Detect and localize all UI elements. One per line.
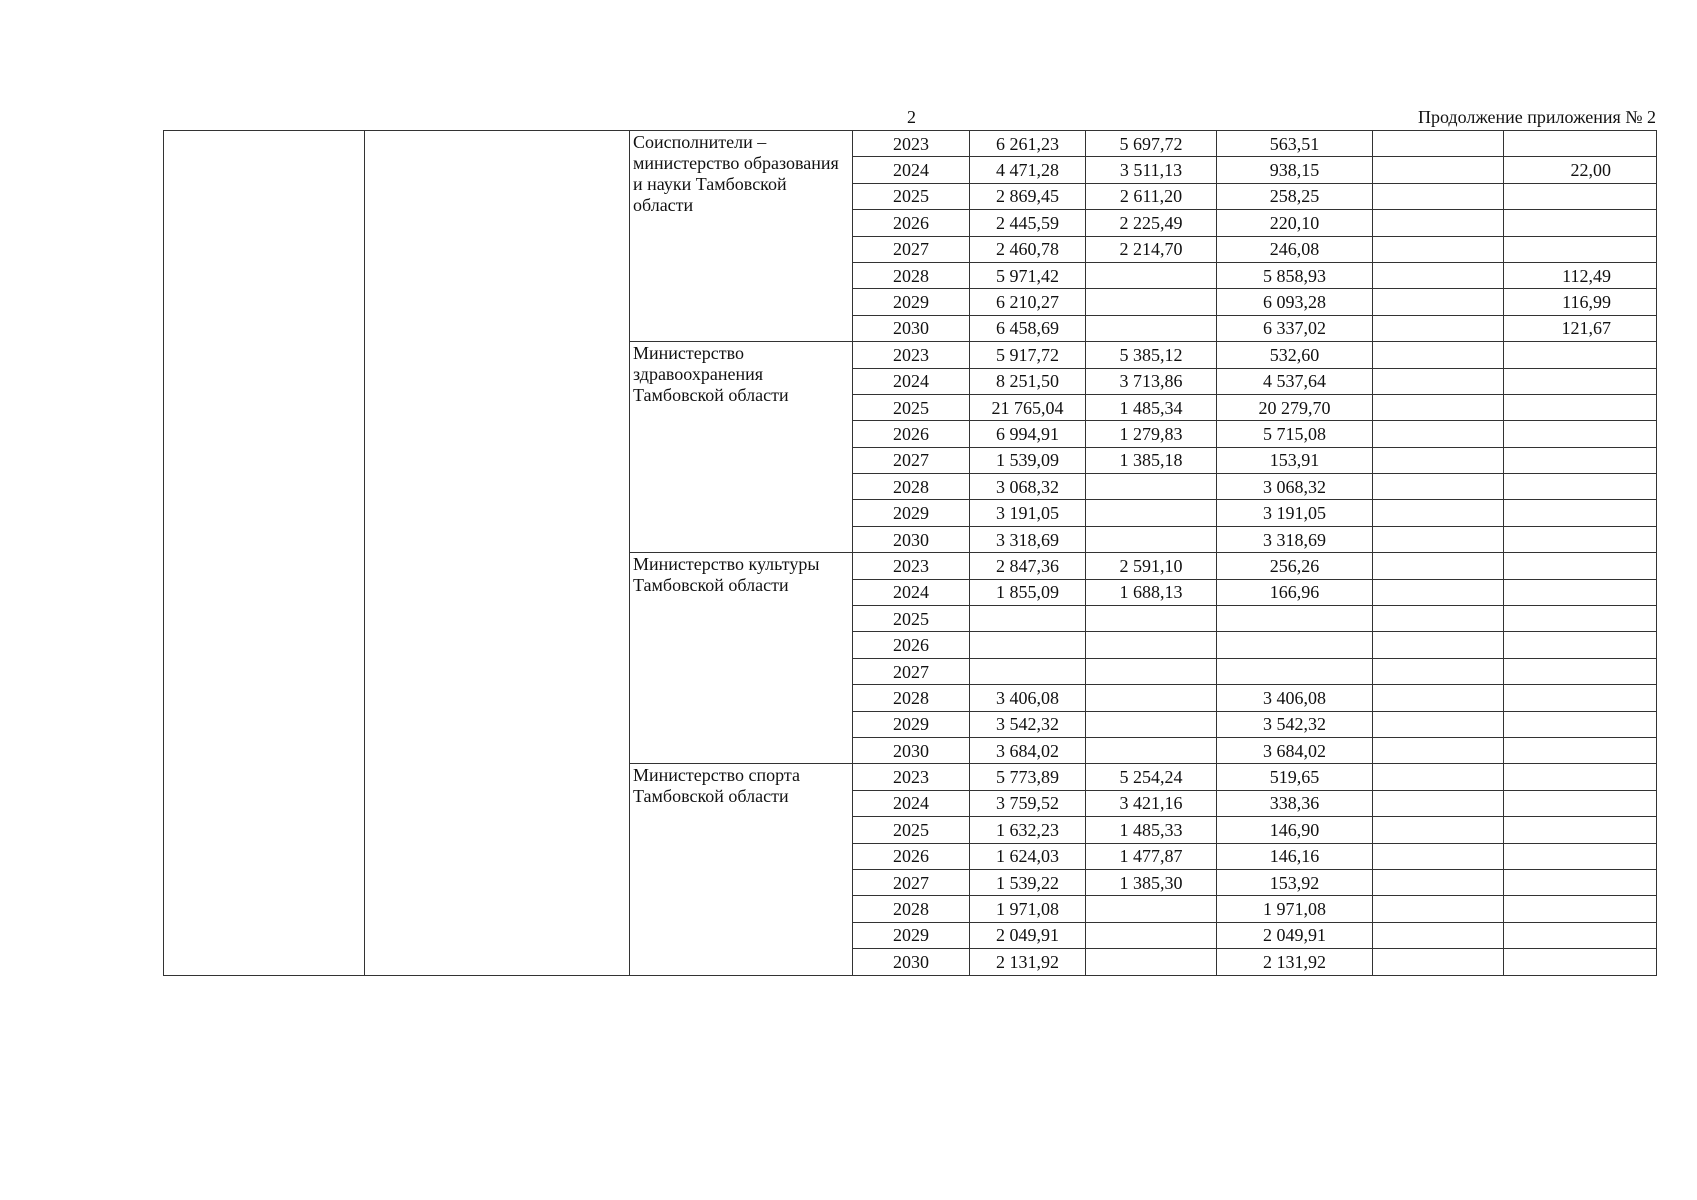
budget-table [163, 130, 1657, 976]
total-cell: 1 971,08 [970, 896, 1086, 922]
year-cell: 2030 [853, 315, 970, 341]
total-cell: 3 406,08 [970, 685, 1086, 711]
federal-cell [1086, 685, 1217, 711]
regional-cell: 3 068,32 [1217, 474, 1373, 500]
year-cell: 2024 [853, 790, 970, 816]
total-cell: 3 068,32 [970, 474, 1086, 500]
total-cell: 8 251,50 [970, 368, 1086, 394]
regional-cell: 146,90 [1217, 817, 1373, 843]
extra-cell [1373, 896, 1504, 922]
blank-col-1 [164, 131, 365, 976]
year-cell: 2024 [853, 579, 970, 605]
total-cell: 2 869,45 [970, 183, 1086, 209]
federal-cell [1086, 606, 1217, 632]
other-cell [1504, 896, 1657, 922]
total-cell: 1 855,09 [970, 579, 1086, 605]
other-cell [1504, 711, 1657, 737]
extra-cell [1373, 236, 1504, 262]
year-cell: 2030 [853, 526, 970, 552]
federal-cell: 5 697,72 [1086, 131, 1217, 157]
executor-name: Министерство спорта Тамбовской области [630, 764, 853, 975]
total-cell: 21 765,04 [970, 394, 1086, 420]
regional-cell [1217, 606, 1373, 632]
other-cell [1504, 183, 1657, 209]
extra-cell [1373, 157, 1504, 183]
federal-cell [1086, 658, 1217, 684]
regional-cell: 153,92 [1217, 869, 1373, 895]
extra-cell [1373, 210, 1504, 236]
extra-cell [1373, 764, 1504, 790]
total-cell: 6 210,27 [970, 289, 1086, 315]
federal-cell [1086, 737, 1217, 763]
extra-cell [1373, 658, 1504, 684]
federal-cell: 1 385,30 [1086, 869, 1217, 895]
regional-cell: 146,16 [1217, 843, 1373, 869]
federal-cell: 1 485,34 [1086, 394, 1217, 420]
regional-cell: 3 191,05 [1217, 500, 1373, 526]
regional-cell: 3 318,69 [1217, 526, 1373, 552]
extra-cell [1373, 869, 1504, 895]
total-cell: 6 261,23 [970, 131, 1086, 157]
year-cell: 2030 [853, 949, 970, 975]
regional-cell: 256,26 [1217, 553, 1373, 579]
other-cell [1504, 843, 1657, 869]
year-cell: 2023 [853, 764, 970, 790]
total-cell: 2 049,91 [970, 922, 1086, 948]
other-cell [1504, 949, 1657, 975]
year-cell: 2026 [853, 210, 970, 236]
regional-cell: 3 684,02 [1217, 737, 1373, 763]
regional-cell: 563,51 [1217, 131, 1373, 157]
other-cell [1504, 526, 1657, 552]
year-cell: 2025 [853, 606, 970, 632]
total-cell [970, 632, 1086, 658]
extra-cell [1373, 421, 1504, 447]
extra-cell [1373, 579, 1504, 605]
year-cell: 2028 [853, 896, 970, 922]
executor-name: Министерство здравоохранения Тамбовской области [630, 342, 853, 553]
other-cell [1504, 737, 1657, 763]
year-cell: 2025 [853, 183, 970, 209]
federal-cell: 1 477,87 [1086, 843, 1217, 869]
year-cell: 2028 [853, 262, 970, 288]
total-cell: 2 847,36 [970, 553, 1086, 579]
total-cell: 2 445,59 [970, 210, 1086, 236]
federal-cell [1086, 632, 1217, 658]
extra-cell [1373, 447, 1504, 473]
federal-cell: 1 485,33 [1086, 817, 1217, 843]
total-cell [970, 606, 1086, 632]
other-cell [1504, 131, 1657, 157]
executor-name: Соисполнители – министерство образования и науки Тамбовской области [630, 131, 853, 342]
other-cell [1504, 632, 1657, 658]
extra-cell [1373, 394, 1504, 420]
total-cell: 1 632,23 [970, 817, 1086, 843]
other-cell [1504, 817, 1657, 843]
year-cell: 2025 [853, 394, 970, 420]
federal-cell: 1 385,18 [1086, 447, 1217, 473]
year-cell: 2029 [853, 711, 970, 737]
regional-cell: 2 049,91 [1217, 922, 1373, 948]
federal-cell [1086, 289, 1217, 315]
year-cell: 2024 [853, 157, 970, 183]
continuation-label: Продолжение приложения № 2 [1417, 107, 1656, 127]
extra-cell [1373, 342, 1504, 368]
regional-cell: 3 542,32 [1217, 711, 1373, 737]
regional-cell: 1 971,08 [1217, 896, 1373, 922]
extra-cell [1373, 632, 1504, 658]
total-cell: 1 539,09 [970, 447, 1086, 473]
other-cell [1504, 421, 1657, 447]
extra-cell [1373, 817, 1504, 843]
total-cell: 4 471,28 [970, 157, 1086, 183]
total-cell: 5 917,72 [970, 342, 1086, 368]
year-cell: 2029 [853, 289, 970, 315]
year-cell: 2030 [853, 737, 970, 763]
regional-cell: 338,36 [1217, 790, 1373, 816]
federal-cell: 2 225,49 [1086, 210, 1217, 236]
federal-cell: 2 214,70 [1086, 236, 1217, 262]
year-cell: 2028 [853, 685, 970, 711]
other-cell: 112,49 [1504, 262, 1657, 288]
federal-cell [1086, 500, 1217, 526]
year-cell: 2027 [853, 236, 970, 262]
table-row [164, 131, 1657, 157]
budget-table-body [164, 131, 1657, 976]
year-cell: 2023 [853, 553, 970, 579]
other-cell [1504, 474, 1657, 500]
regional-cell: 519,65 [1217, 764, 1373, 790]
regional-cell: 6 093,28 [1217, 289, 1373, 315]
federal-cell [1086, 474, 1217, 500]
other-cell: 116,99 [1504, 289, 1657, 315]
federal-cell: 1 688,13 [1086, 579, 1217, 605]
federal-cell [1086, 526, 1217, 552]
regional-cell: 20 279,70 [1217, 394, 1373, 420]
total-cell: 5 971,42 [970, 262, 1086, 288]
other-cell [1504, 579, 1657, 605]
regional-cell: 2 131,92 [1217, 949, 1373, 975]
other-cell [1504, 790, 1657, 816]
extra-cell [1373, 500, 1504, 526]
year-cell: 2029 [853, 922, 970, 948]
other-cell [1504, 553, 1657, 579]
extra-cell [1373, 949, 1504, 975]
regional-cell [1217, 632, 1373, 658]
regional-cell: 938,15 [1217, 157, 1373, 183]
other-cell [1504, 658, 1657, 684]
other-cell: 121,67 [1504, 315, 1657, 341]
other-cell [1504, 869, 1657, 895]
extra-cell [1373, 262, 1504, 288]
total-cell: 3 318,69 [970, 526, 1086, 552]
other-cell [1504, 394, 1657, 420]
year-cell: 2027 [853, 658, 970, 684]
other-cell [1504, 606, 1657, 632]
extra-cell [1373, 790, 1504, 816]
regional-cell: 220,10 [1217, 210, 1373, 236]
extra-cell [1373, 474, 1504, 500]
extra-cell [1373, 289, 1504, 315]
total-cell: 2 460,78 [970, 236, 1086, 262]
year-cell: 2023 [853, 342, 970, 368]
federal-cell: 5 254,24 [1086, 764, 1217, 790]
blank-col-2 [365, 131, 630, 976]
federal-cell [1086, 949, 1217, 975]
total-cell: 6 994,91 [970, 421, 1086, 447]
regional-cell: 5 715,08 [1217, 421, 1373, 447]
year-cell: 2026 [853, 421, 970, 447]
executor-name: Министерство культуры Тамбовской области [630, 553, 853, 764]
regional-cell: 153,91 [1217, 447, 1373, 473]
federal-cell [1086, 922, 1217, 948]
extra-cell [1373, 843, 1504, 869]
total-cell: 3 684,02 [970, 737, 1086, 763]
total-cell: 3 759,52 [970, 790, 1086, 816]
extra-cell [1373, 315, 1504, 341]
federal-cell: 2 611,20 [1086, 183, 1217, 209]
extra-cell [1373, 368, 1504, 394]
year-cell: 2025 [853, 817, 970, 843]
extra-cell [1373, 711, 1504, 737]
federal-cell: 3 713,86 [1086, 368, 1217, 394]
regional-cell: 5 858,93 [1217, 262, 1373, 288]
year-cell: 2024 [853, 368, 970, 394]
other-cell [1504, 764, 1657, 790]
total-cell: 2 131,92 [970, 949, 1086, 975]
other-cell [1504, 447, 1657, 473]
regional-cell: 6 337,02 [1217, 315, 1373, 341]
extra-cell [1373, 131, 1504, 157]
federal-cell [1086, 896, 1217, 922]
other-cell: 22,00 [1504, 157, 1657, 183]
federal-cell [1086, 711, 1217, 737]
extra-cell [1373, 922, 1504, 948]
total-cell: 6 458,69 [970, 315, 1086, 341]
total-cell [970, 658, 1086, 684]
total-cell: 1 624,03 [970, 843, 1086, 869]
federal-cell: 5 385,12 [1086, 342, 1217, 368]
total-cell: 3 542,32 [970, 711, 1086, 737]
federal-cell: 1 279,83 [1086, 421, 1217, 447]
other-cell [1504, 500, 1657, 526]
other-cell [1504, 685, 1657, 711]
regional-cell: 532,60 [1217, 342, 1373, 368]
federal-cell: 2 591,10 [1086, 553, 1217, 579]
year-cell: 2023 [853, 131, 970, 157]
federal-cell: 3 511,13 [1086, 157, 1217, 183]
page-number: 2 [907, 107, 916, 127]
federal-cell [1086, 315, 1217, 341]
year-cell: 2026 [853, 843, 970, 869]
total-cell: 3 191,05 [970, 500, 1086, 526]
federal-cell: 3 421,16 [1086, 790, 1217, 816]
extra-cell [1373, 606, 1504, 632]
year-cell: 2027 [853, 447, 970, 473]
other-cell [1504, 342, 1657, 368]
year-cell: 2027 [853, 869, 970, 895]
extra-cell [1373, 553, 1504, 579]
year-cell: 2026 [853, 632, 970, 658]
year-cell: 2029 [853, 500, 970, 526]
regional-cell: 166,96 [1217, 579, 1373, 605]
regional-cell: 258,25 [1217, 183, 1373, 209]
extra-cell [1373, 183, 1504, 209]
regional-cell [1217, 658, 1373, 684]
other-cell [1504, 236, 1657, 262]
year-cell: 2028 [853, 474, 970, 500]
total-cell: 5 773,89 [970, 764, 1086, 790]
other-cell [1504, 368, 1657, 394]
other-cell [1504, 210, 1657, 236]
regional-cell: 4 537,64 [1217, 368, 1373, 394]
federal-cell [1086, 262, 1217, 288]
total-cell: 1 539,22 [970, 869, 1086, 895]
regional-cell: 246,08 [1217, 236, 1373, 262]
other-cell [1504, 922, 1657, 948]
regional-cell: 3 406,08 [1217, 685, 1373, 711]
extra-cell [1373, 685, 1504, 711]
extra-cell [1373, 526, 1504, 552]
extra-cell [1373, 737, 1504, 763]
